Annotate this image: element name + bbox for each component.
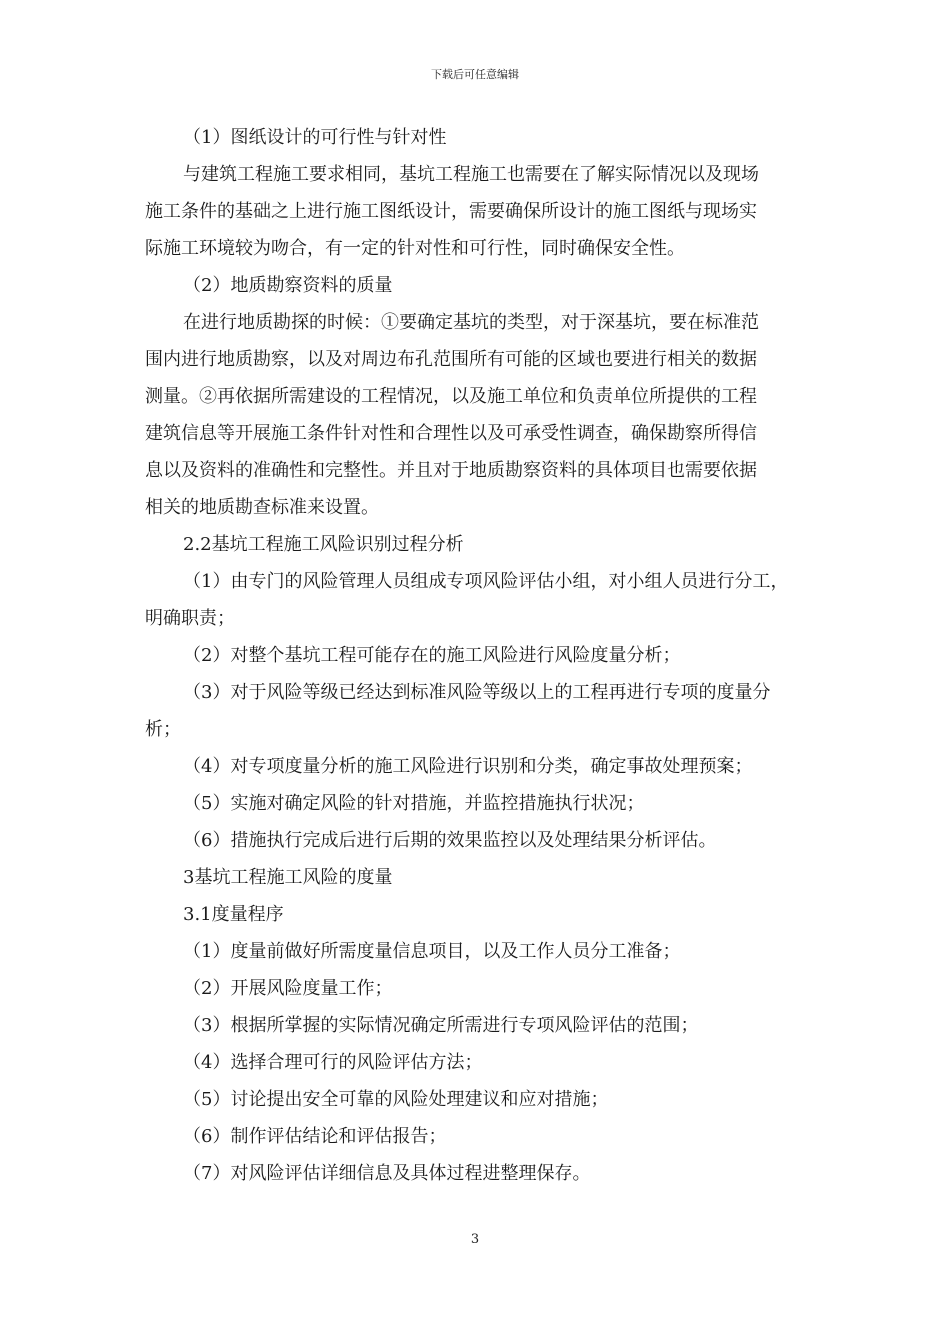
text-line: 建筑信息等开展施工条件针对性和合理性以及可承受性调查，确保勘察所得信: [145, 423, 757, 444]
text-line: （1）由专门的风险管理人员组成专项风险评估小组，对小组人员进行分工，: [183, 571, 789, 592]
list-item-risk-measure: （2）对整个基坑工程可能存在的施工风险进行风险度量分析；: [183, 645, 681, 666]
list-item-effect-monitoring: （6）措施执行完成后进行后期的效果监控以及处理结果分析评估。: [183, 830, 717, 851]
section-heading-2-2: 2.2基坑工程施工风险识别过程分析: [183, 534, 464, 555]
text-line: 测量。②再依据所需建设的工程情况，以及施工单位和负责单位所提供的工程: [145, 386, 757, 407]
text-line: 析；: [145, 719, 181, 740]
section-heading-3-1: 3.1度量程序: [183, 904, 284, 925]
list-item-identify-classify: （4）对专项度量分析的施工风险进行识别和分类，确定事故处理预案；: [183, 756, 753, 777]
text-line: 息以及资料的准确性和完整性。并且对于地质勘察资料的具体项目也需要依据: [145, 460, 757, 481]
list-item-special-measure: [145, 674, 825, 748]
list-item-procedure-1: （1）度量前做好所需度量信息项目，以及工作人员分工准备；: [183, 941, 681, 962]
text-line: 围内进行地质勘察，以及对周边布孔范围所有可能的区域也要进行相关的数据: [145, 349, 757, 370]
list-item-implement-measures: （5）实施对确定风险的针对措施，并监控措施执行状况；: [183, 793, 645, 814]
text-line: 施工条件的基础之上进行施工图纸设计，需要确保所设计的施工图纸与现场实: [145, 201, 757, 222]
list-item-risk-team: [145, 563, 825, 637]
text-line: （3）对于风险等级已经达到标准风险等级以上的工程再进行专项的度量分: [183, 682, 771, 703]
heading-survey-quality: （2）地质勘察资料的质量: [183, 275, 393, 296]
list-item-procedure-6: （6）制作评估结论和评估报告；: [183, 1126, 447, 1147]
page-header-note: 下载后可任意编辑: [431, 68, 519, 81]
heading-drawing-feasibility: （1）图纸设计的可行性与针对性: [183, 127, 447, 148]
text-line: 相关的地质勘查标准来设置。: [145, 497, 379, 518]
list-item-procedure-5: （5）讨论提出安全可靠的风险处理建议和应对措施；: [183, 1089, 609, 1110]
list-item-procedure-2: （2）开展风险度量工作；: [183, 978, 393, 999]
text-line: 明确职责；: [145, 608, 235, 629]
page-number: 3: [470, 1232, 480, 1247]
document-body: [145, 119, 825, 1192]
paragraph-geological-survey: [145, 304, 825, 526]
text-line: 际施工环境较为吻合，有一定的针对性和可行性，同时确保安全性。: [145, 238, 685, 259]
list-item-procedure-7: （7）对风险评估详细信息及具体过程进整理保存。: [183, 1163, 591, 1184]
text-line: 在进行地质勘探的时候：①要确定基坑的类型，对于深基坑，要在标准范: [183, 312, 759, 333]
list-item-procedure-4: （4）选择合理可行的风险评估方法；: [183, 1052, 483, 1073]
section-heading-3: 3基坑工程施工风险的度量: [183, 867, 393, 888]
list-item-procedure-3: （3）根据所掌握的实际情况确定所需进行专项风险评估的范围；: [183, 1015, 699, 1036]
paragraph-drawing-design: [145, 156, 825, 267]
text-line: 与建筑工程施工要求相同，基坑工程施工也需要在了解实际情况以及现场: [183, 164, 759, 185]
